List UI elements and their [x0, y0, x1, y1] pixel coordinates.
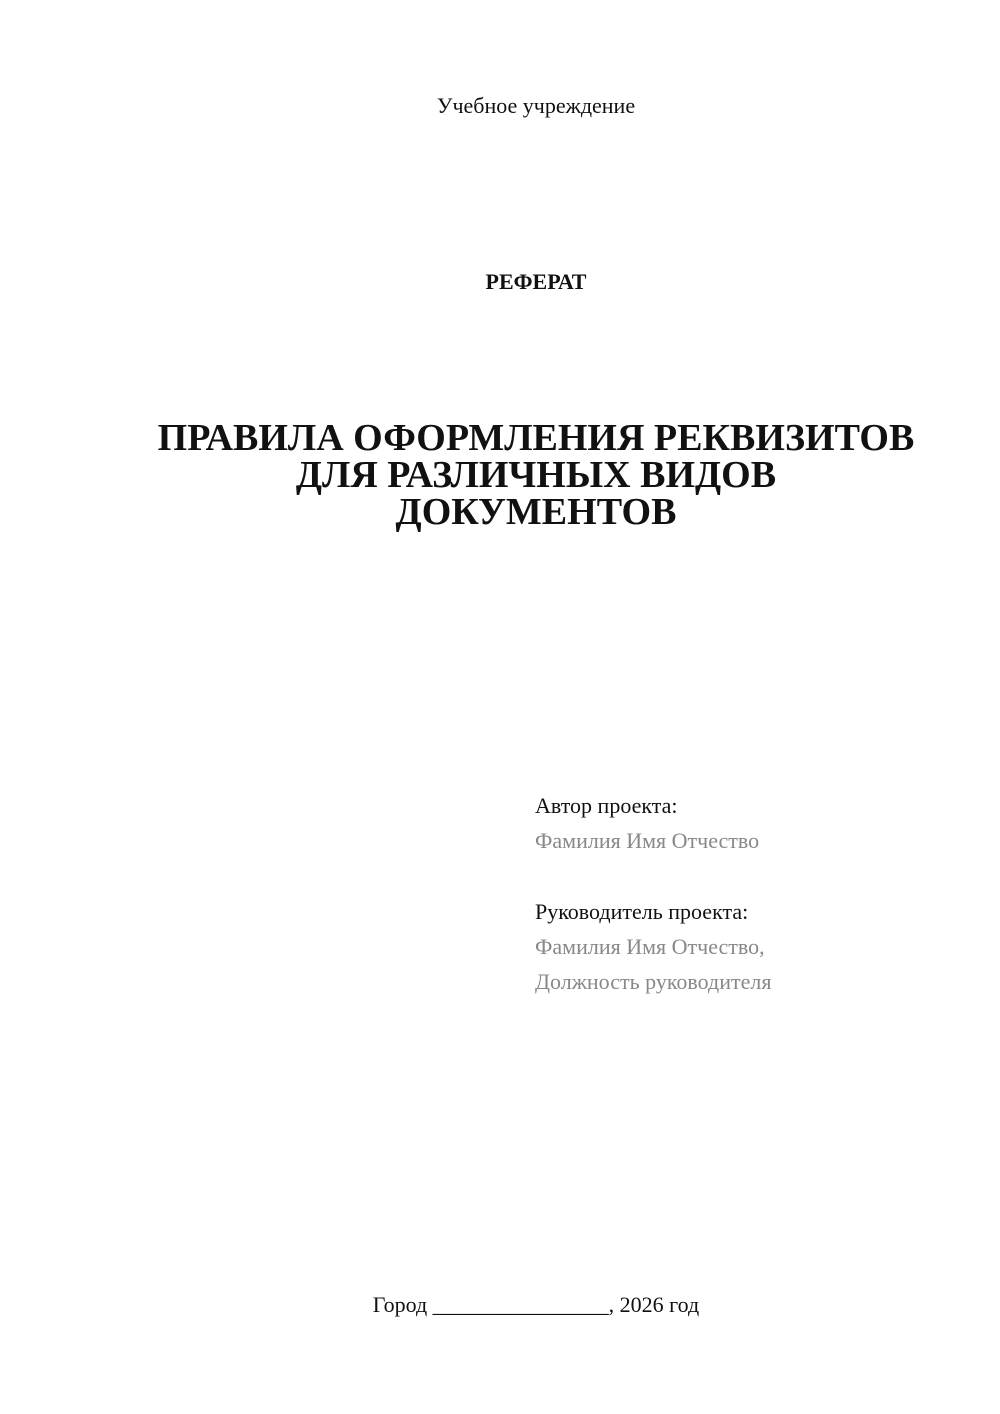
credits-block: [535, 788, 975, 999]
title-line-2: ДЛЯ РАЗЛИЧНЫХ ВИДОВ: [295, 454, 777, 496]
title-line-3: ДОКУМЕНТОВ: [395, 491, 677, 533]
author-label: Автор проекта:: [535, 793, 678, 818]
supervisor-position: Должность руководителя: [535, 969, 772, 994]
document-title: [120, 417, 952, 533]
supervisor-label: Руководитель проекта:: [535, 899, 749, 924]
document-type: РЕФЕРАТ: [485, 269, 587, 294]
credits-spacer: [535, 858, 975, 894]
title-line-1: ПРАВИЛА ОФОРМЛЕНИЯ РЕКВИЗИТОВ: [157, 417, 915, 459]
city-year-line: Город ________________, 2026 год: [372, 1292, 700, 1317]
author-name: Фамилия Имя Отчество: [535, 828, 760, 853]
institution-name: Учебное учреждение: [436, 93, 636, 118]
supervisor-name: Фамилия Имя Отчество,: [535, 934, 765, 959]
